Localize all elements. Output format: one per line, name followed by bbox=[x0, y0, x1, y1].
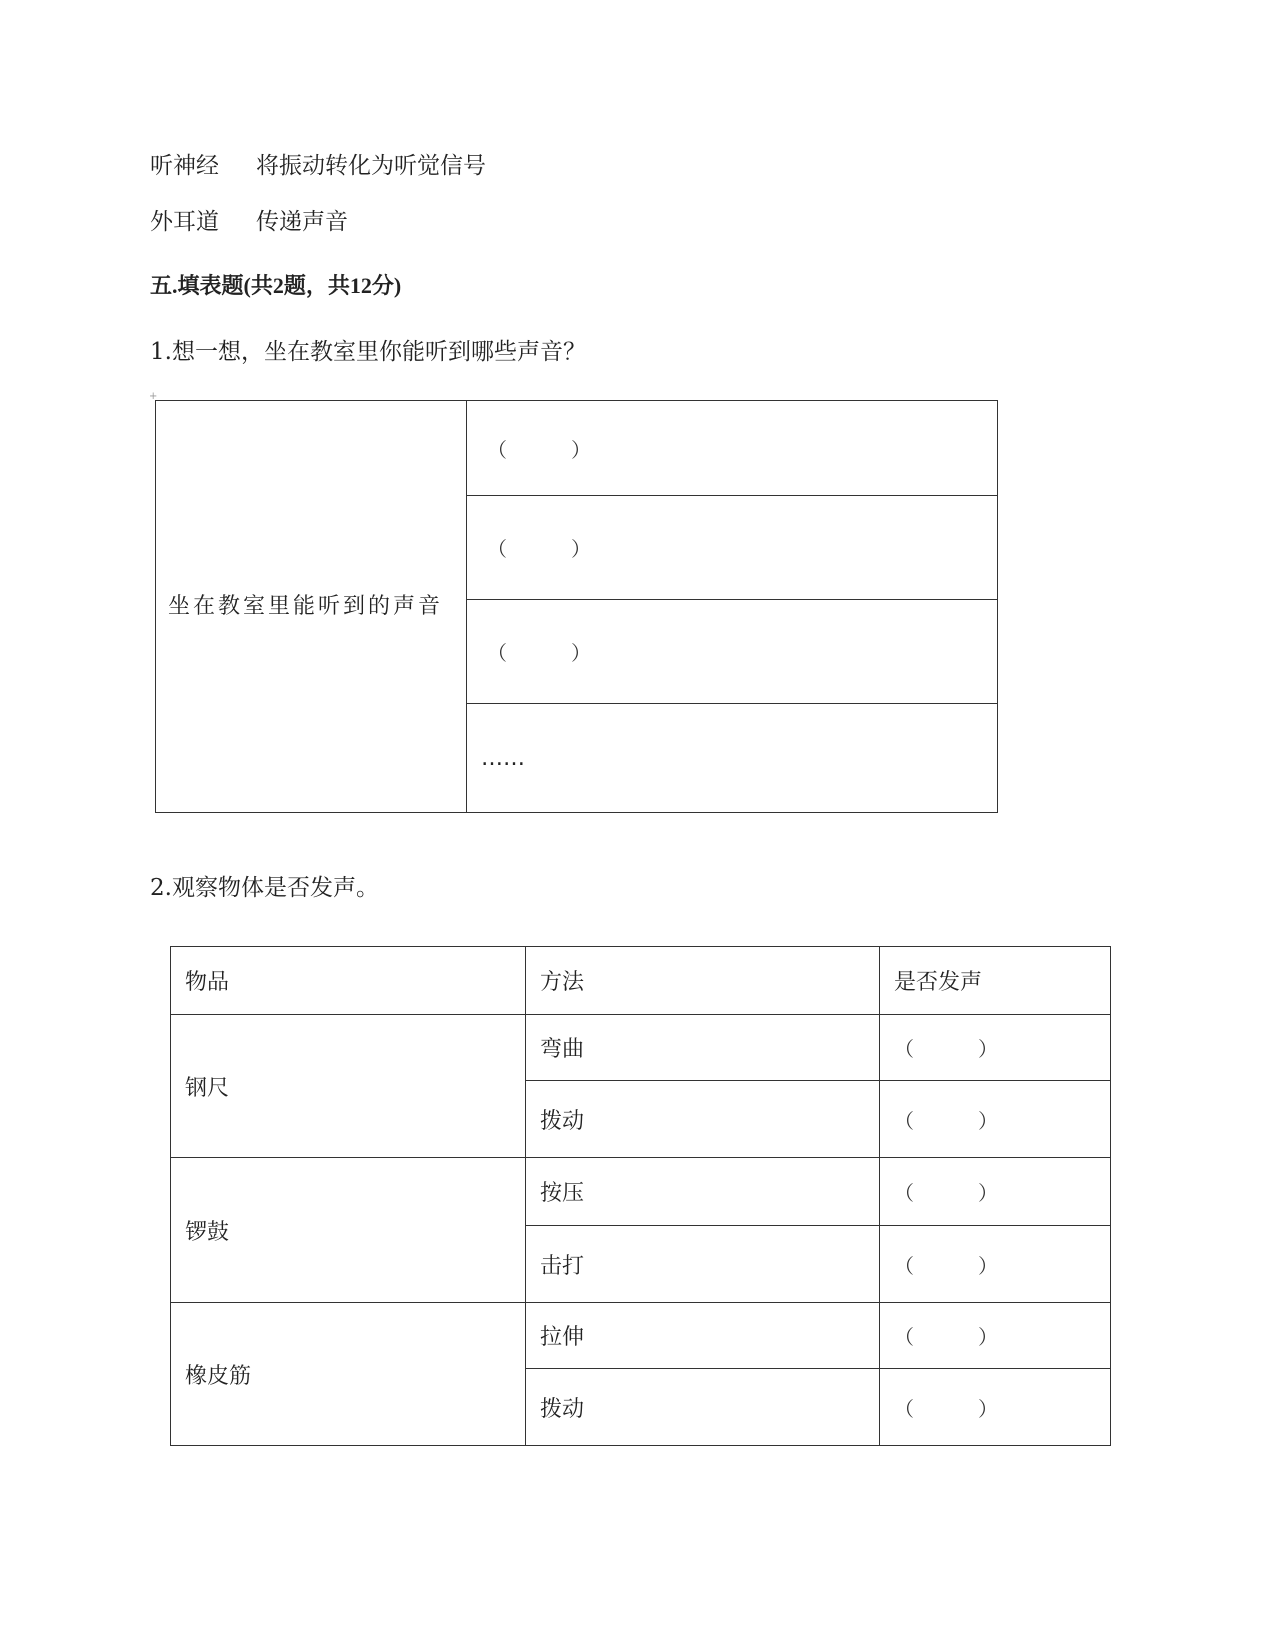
match-row bbox=[150, 147, 486, 180]
header-sound: 是否发声 bbox=[880, 947, 1111, 1015]
answer-cell[interactable]: （ ） bbox=[880, 1081, 1111, 1158]
answer-cell[interactable]: （ ） bbox=[880, 1369, 1111, 1446]
item-name: 钢尺 bbox=[171, 1015, 526, 1158]
header-method: 方法 bbox=[526, 947, 880, 1015]
answer-cell[interactable]: （ ） bbox=[880, 1226, 1111, 1303]
method-cell: 拨动 bbox=[526, 1081, 880, 1158]
ellipsis-cell: …… bbox=[467, 704, 998, 813]
method-cell: 按压 bbox=[526, 1158, 880, 1226]
match-function: 将振动转化为听觉信号 bbox=[256, 153, 486, 179]
sounds-label-cell: 坐在教室里能听到的声音 bbox=[156, 401, 467, 813]
answer-cell[interactable]: （ ） bbox=[467, 600, 998, 704]
match-part: 听神经 bbox=[150, 153, 219, 179]
answer-cell[interactable]: （ ） bbox=[880, 1158, 1111, 1226]
answer-cell[interactable]: （ ） bbox=[880, 1303, 1111, 1369]
anchor-mark: + bbox=[149, 391, 158, 402]
match-row bbox=[150, 203, 348, 236]
question-1-prompt: 1.想一想，坐在教室里你能听到哪些声音？ bbox=[150, 339, 586, 365]
item-name: 锣鼓 bbox=[171, 1158, 526, 1303]
method-cell: 拨动 bbox=[526, 1369, 880, 1446]
method-cell: 击打 bbox=[526, 1226, 880, 1303]
method-cell: 弯曲 bbox=[526, 1015, 880, 1081]
question-2-table bbox=[170, 946, 1111, 1446]
method-cell: 拉伸 bbox=[526, 1303, 880, 1369]
match-part: 外耳道 bbox=[150, 209, 219, 235]
question-1-table bbox=[155, 400, 998, 813]
answer-cell[interactable]: （ ） bbox=[467, 401, 998, 496]
answer-cell[interactable]: （ ） bbox=[880, 1015, 1111, 1081]
header-item: 物品 bbox=[171, 947, 526, 1015]
question-2-prompt: 2.观察物体是否发声。 bbox=[150, 875, 379, 901]
item-name: 橡皮筋 bbox=[171, 1303, 526, 1446]
match-function: 传递声音 bbox=[256, 209, 348, 235]
section-title: 五.填表题(共2题，共12分) bbox=[150, 273, 402, 298]
answer-cell[interactable]: （ ） bbox=[467, 496, 998, 600]
